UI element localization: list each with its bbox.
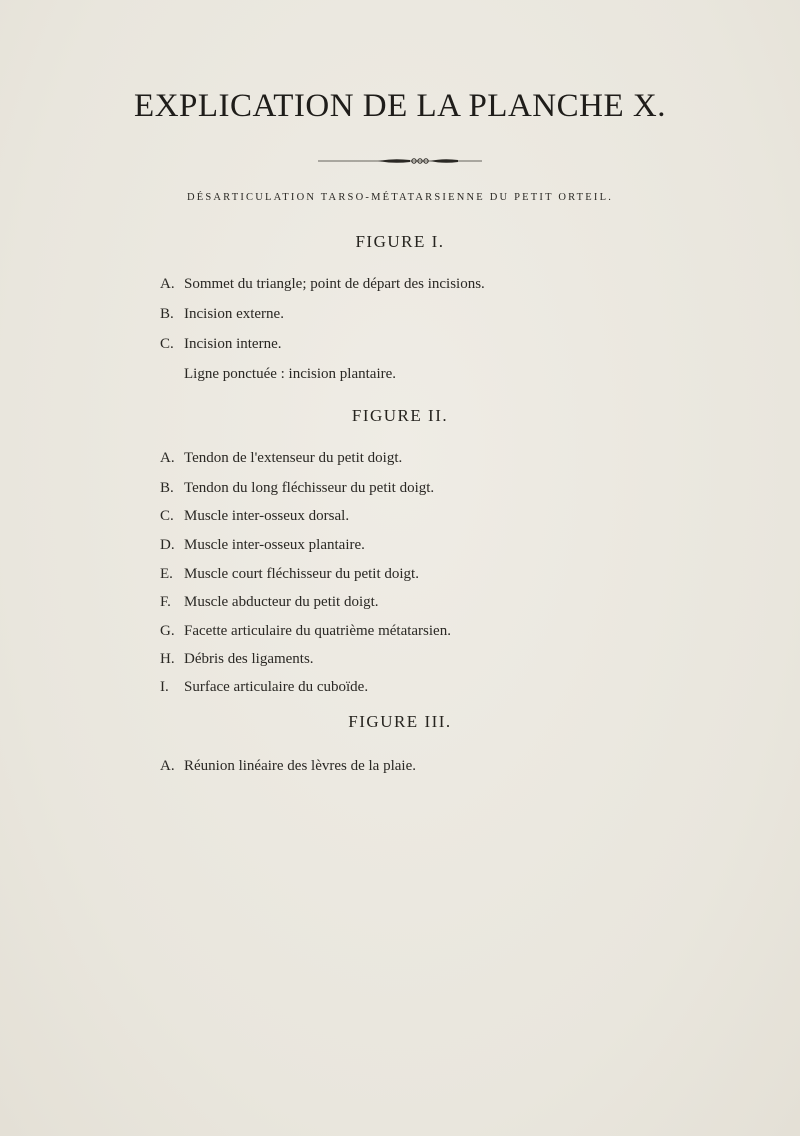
item-letter: H. xyxy=(160,651,175,667)
figure-2-item-a xyxy=(160,450,402,467)
item-letter: C. xyxy=(160,508,174,524)
item-text: Tendon du long fléchisseur du petit doigt. xyxy=(184,480,435,496)
item-text: Muscle inter-osseux dorsal. xyxy=(184,508,350,524)
figure-2-item-e xyxy=(160,566,419,583)
item-letter: C. xyxy=(160,336,174,352)
item-text: Tendon de l'extenseur du petit doigt. xyxy=(184,450,403,466)
figure-2-item-c xyxy=(160,508,349,525)
item-text: Sommet du triangle; point de départ des incisions. xyxy=(184,276,485,292)
figure-2-item-b xyxy=(160,480,434,497)
item-letter: I. xyxy=(160,679,169,695)
figure-2-item-f xyxy=(160,594,379,611)
figure-2-item-d xyxy=(160,537,365,554)
item-text: Incision interne. xyxy=(184,336,282,352)
figure-1-heading: FIGURE I. xyxy=(355,232,445,251)
page-title: EXPLICATION DE LA PLANCHE X. xyxy=(134,88,666,124)
item-letter: F. xyxy=(160,594,171,610)
item-letter: B. xyxy=(160,306,174,322)
figure-1-item-dotted-line xyxy=(184,366,396,383)
item-text: Surface articulaire du cuboïde. xyxy=(184,679,369,695)
figure-2-heading: FIGURE II. xyxy=(351,406,449,425)
item-letter: D. xyxy=(160,537,175,553)
item-letter: A. xyxy=(160,276,175,292)
figure-2-item-g xyxy=(160,623,451,640)
figure-1-item-c xyxy=(160,336,281,353)
ornament-divider-icon xyxy=(318,156,482,166)
item-text: Facette articulaire du quatrième métatarsien. xyxy=(184,623,451,639)
figure-2-item-h xyxy=(160,651,314,668)
item-text: Ligne ponctuée : incision plantaire. xyxy=(184,366,397,382)
item-letter: B. xyxy=(160,480,174,496)
figure-1-item-b xyxy=(160,306,284,323)
item-text: Débris des ligaments. xyxy=(184,651,314,667)
figure-1-item-a xyxy=(160,276,485,293)
item-text: Muscle inter-osseux plantaire. xyxy=(184,537,365,553)
figure-3-item-a xyxy=(160,758,416,775)
item-letter: G. xyxy=(160,623,175,639)
item-letter: A. xyxy=(160,450,175,466)
item-text: Muscle abducteur du petit doigt. xyxy=(184,594,379,610)
item-letter: E. xyxy=(160,566,173,582)
item-text: Incision externe. xyxy=(184,306,284,322)
subtitle: DÉSARTICULATION TARSO-MÉTATARSIENNE DU PETIT ORTEIL. xyxy=(186,192,614,203)
item-text: Muscle court fléchisseur du petit doigt. xyxy=(184,566,419,582)
item-letter: A. xyxy=(160,758,175,774)
figure-3-heading: FIGURE III. xyxy=(348,712,452,731)
item-text: Réunion linéaire des lèvres de la plaie. xyxy=(184,758,416,774)
figure-2-item-i xyxy=(160,679,368,696)
